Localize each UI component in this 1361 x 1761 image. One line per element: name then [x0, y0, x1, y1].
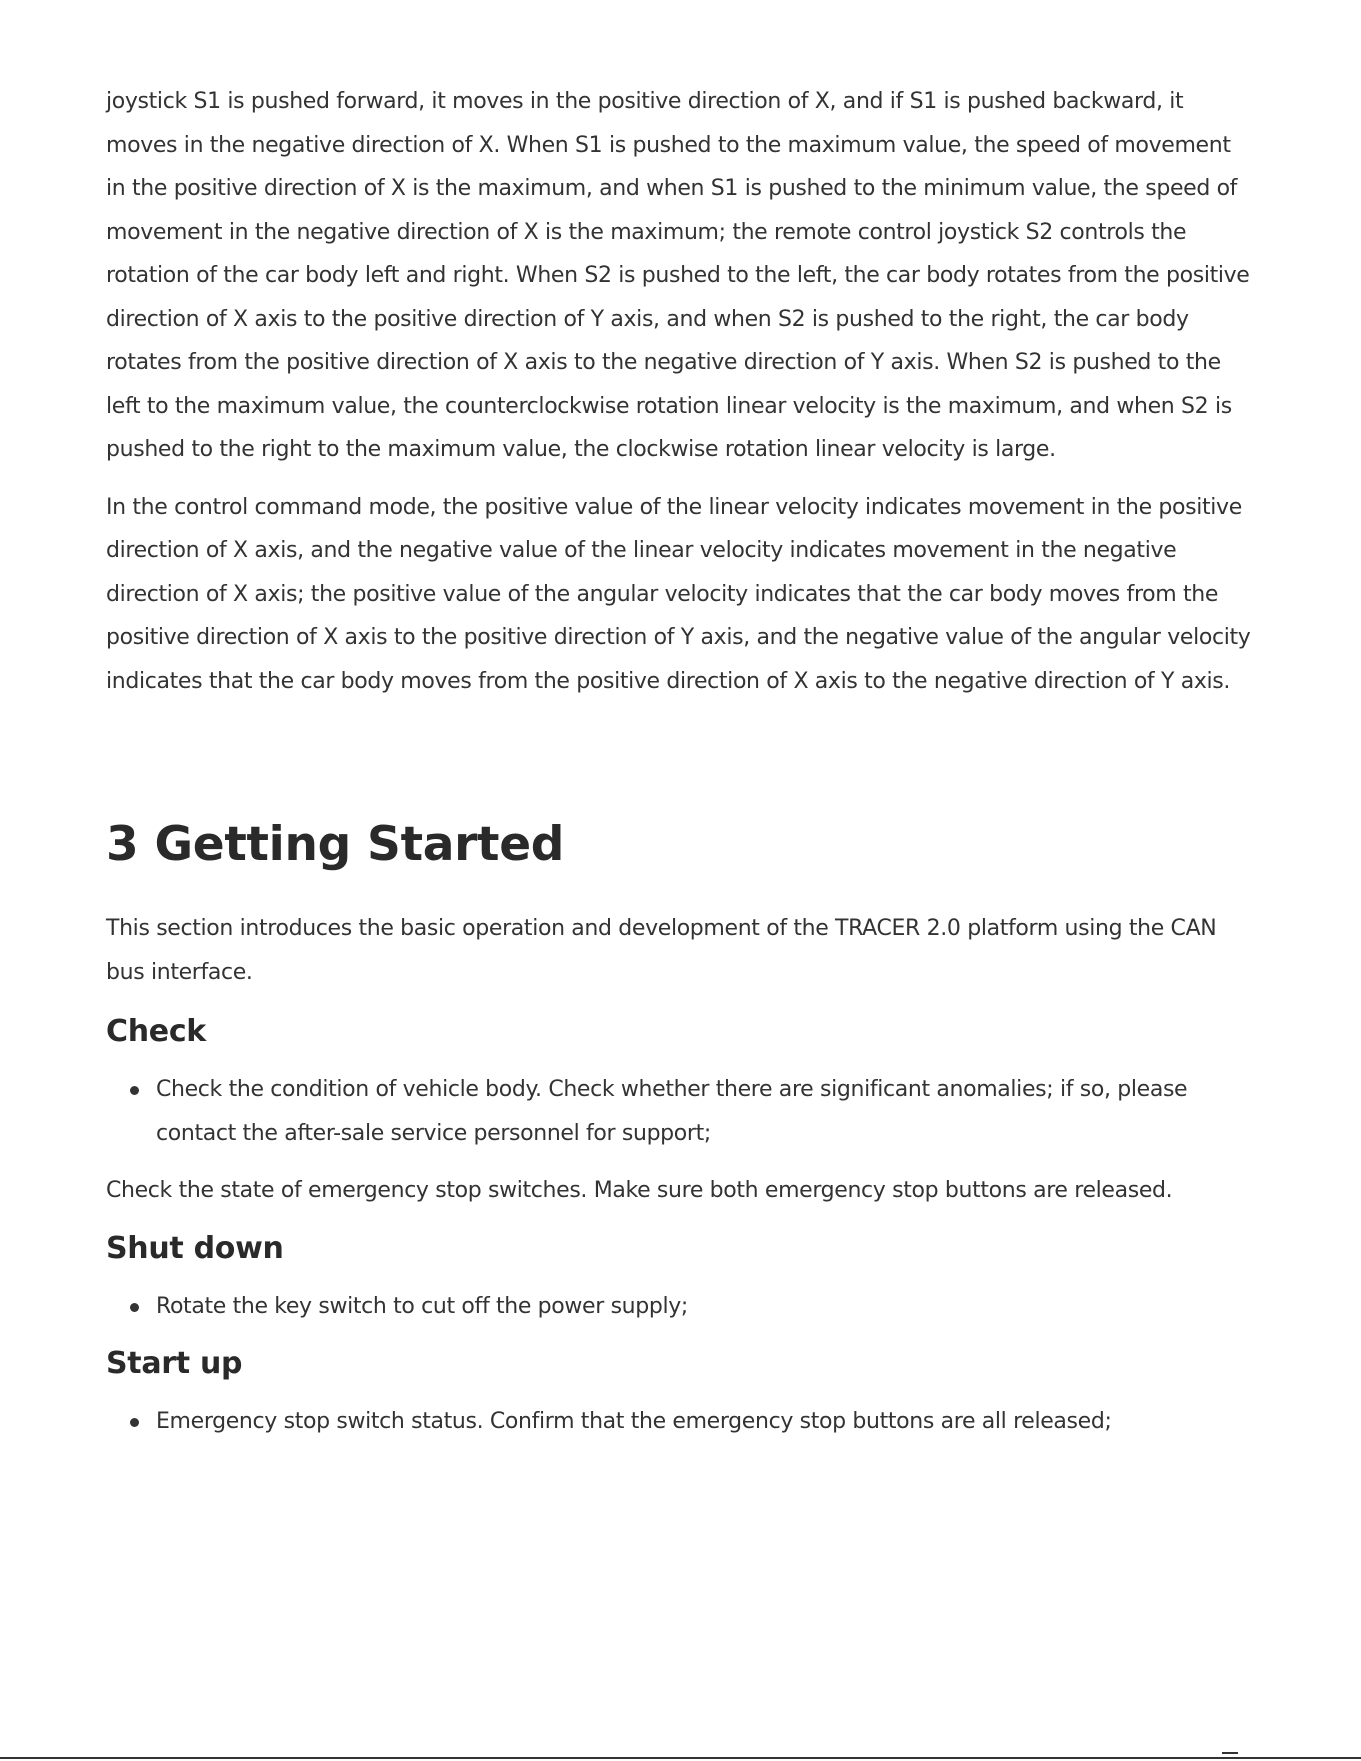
list-item-text: Emergency stop switch status. Confirm that the emergency stop buttons are all released; [156, 1409, 1112, 1434]
page-bottom-rule [0, 1757, 1361, 1759]
list-item-text: Rotate the key switch to cut off the power supply; [156, 1293, 688, 1319]
control-mode-paragraph: In the control command mode, the positive value of the linear velocity indicates movement in the positive direction of X axis, and the negative value of the linear velocity indicates movement in the negative direction of X axis; the positive value of the angular velocity indicates that the car body moves from the positive direction of X axis to the positive direction of Y axis, and the negative value of the angular velocity indicates that the car body moves from the positive direction of X axis to the negative direction of Y axis. [106, 494, 1251, 694]
list-item-text: Check the condition of vehicle body. Check whether there are significant anomalies; if so, please contact the after-sale service personnel for support; [156, 1077, 1188, 1146]
shutdown-heading: Shut down [106, 1230, 284, 1266]
check-list [106, 1068, 1256, 1155]
list-item [156, 1285, 1256, 1329]
check-heading: Check [106, 1014, 206, 1049]
startup-heading: Start up [106, 1346, 243, 1381]
list-item [156, 1400, 1256, 1444]
bullet-icon [130, 1086, 139, 1095]
section-intro: This section introduces the basic operation and development of the TRACER 2.0 platform using the CAN bus interface. [106, 916, 1217, 985]
section-heading: 3 Getting Started [106, 817, 565, 872]
check-note: Check the state of emergency stop switches. Make sure both emergency stop buttons are released. [106, 1178, 1173, 1203]
startup-list [106, 1400, 1256, 1444]
bullet-icon [130, 1418, 139, 1427]
page-corner-mark [1222, 1752, 1238, 1754]
document-body [106, 80, 1256, 1458]
continuation-paragraph: joystick S1 is pushed forward, it moves in the positive direction of X, and if S1 is pushed backward, it moves in the negative direction of X. When S1 is pushed to the maximum value, the speed of movement in the positive direction of X is the maximum, and when S1 is pushed to the minimum value, the speed of movement in the negative direction of X is the maximum; the remote control joystick S2 controls the rotation of the car body left and right. When S2 is pushed to the left, the car body rotates from the positive direction of X axis to the positive direction of Y axis, and when S2 is pushed to the right, the car body rotates from the positive direction of X axis to the negative direction of Y axis. When S2 is pushed to the left to the maximum value, the counterclockwise rotation linear velocity is the maximum, and when S2 is pushed to the right to the maximum value, the clockwise rotation linear velocity is large. [106, 89, 1250, 462]
shutdown-list [106, 1285, 1256, 1329]
bullet-icon [130, 1303, 139, 1312]
list-item [156, 1068, 1256, 1155]
